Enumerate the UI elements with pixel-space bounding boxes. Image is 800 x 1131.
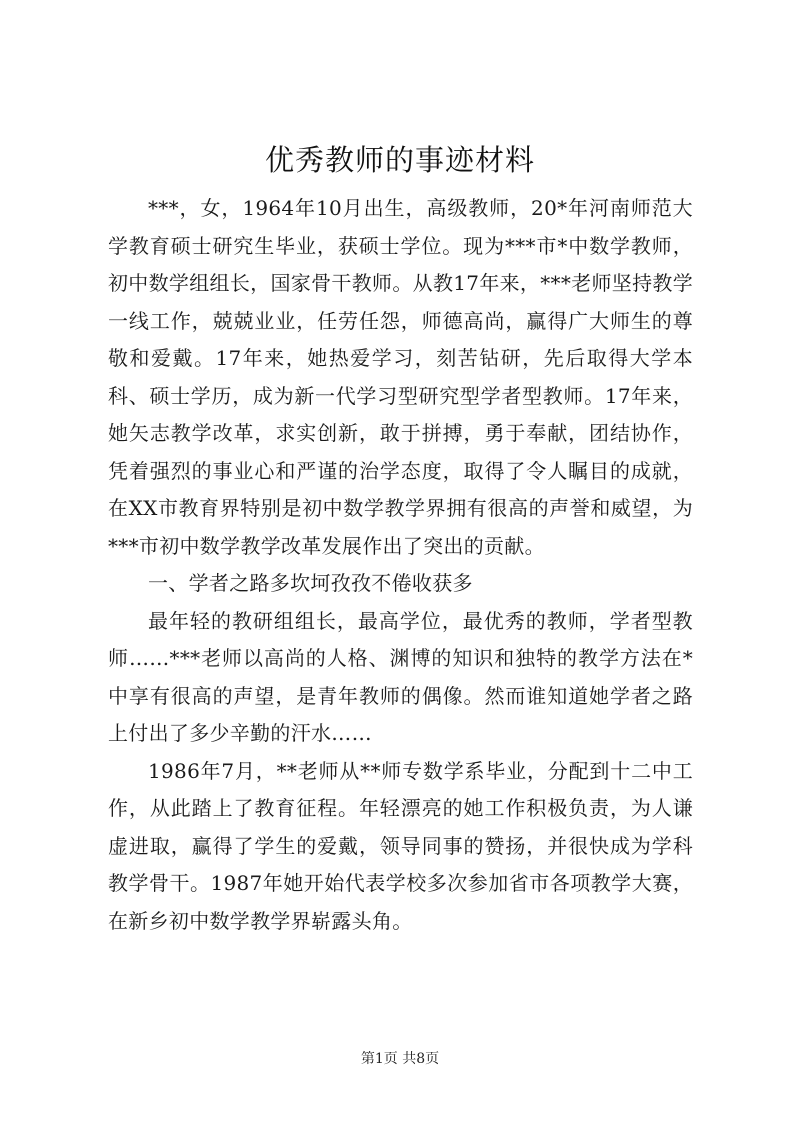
paragraph-career: 1986年7月，**老师从**师专数学系毕业，分配到十二中工作，从此踏上了教育征程。年轻漂亮的她工作积极负责，为人谦虚进取，赢得了学生的爱戴，领导同事的赞扬，并很快成为学科教学骨干。1987年她开始代表学校多次参加省市各项教学大赛，在新乡初中数学教学界崭露头角。 — [108, 758, 693, 933]
paragraph-scholar: 最年轻的教研组组长，最高学位，最优秀的教师，学者型教师……***老师以高尚的人格、渊博的知识和独特的教学方法在*中享有很高的声望，是青年教师的偶像。然而谁知道她学者之路上付出了多少辛勤的汗水…… — [108, 608, 693, 745]
page-footer: 第1页 共8页 — [360, 1051, 440, 1067]
document-body — [108, 190, 693, 940]
document-title: 优秀教师的事迹材料 — [264, 143, 535, 177]
paragraph-intro: ***，女，1964年10月出生，高级教师，20*年河南师范大学教育硕士研究生毕业，获硕士学位。现为***市*中数学教师，初中数学组组长，国家骨干教师。从教17年来，***老师坚持教学一线工作，兢兢业业，任劳任怨，师德高尚，赢得广大师生的尊敬和爱戴。17年来，她热爱学习，刻苦钻研，先后取得大学本科、硕士学历，成为新一代学习型研究型学者型教师。17年来，她矢志教学改革，求实创新，敢于拼搏，勇于奉献，团结协作，凭着强烈的事业心和严谨的治学态度，取得了令人瞩目的成就，在XX市教育界特别是初中数学教学界拥有很高的声誉和威望，为***市初中数学教学改革发展作出了突出的贡献。 — [108, 196, 693, 558]
section-heading: 一、学者之路多坎坷孜孜不倦收获多 — [148, 571, 473, 595]
